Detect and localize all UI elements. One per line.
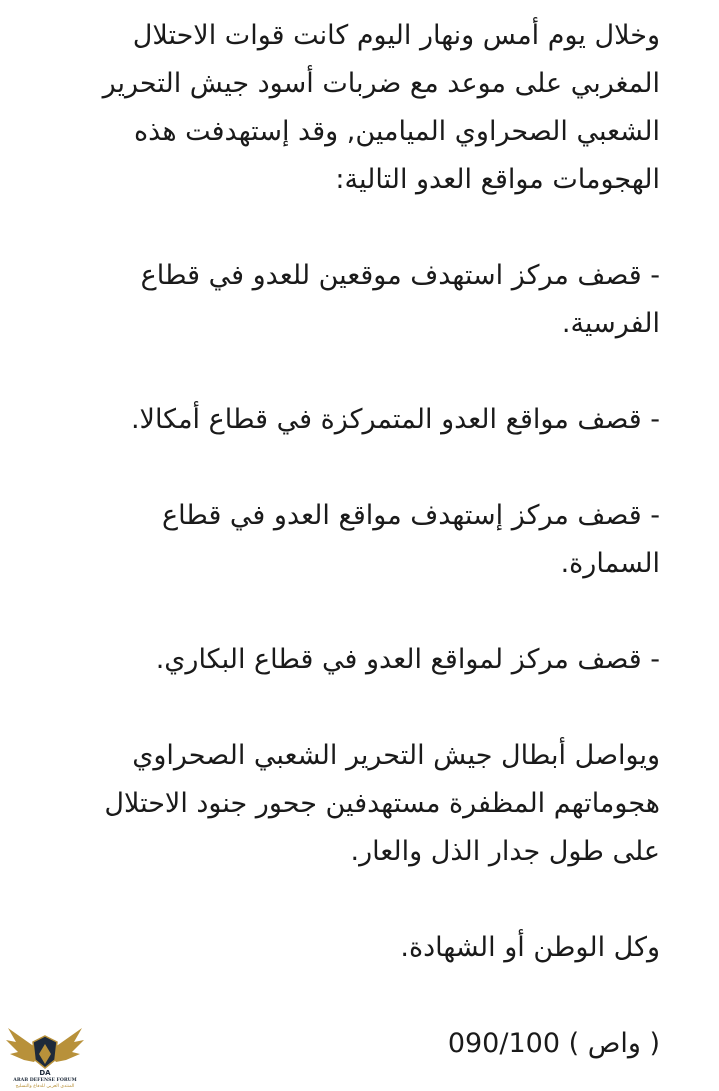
article-body bbox=[58, 12, 660, 1068]
svg-text:المنتدى العربي للدفاع والتسليح: المنتدى العربي للدفاع والتسليح bbox=[15, 1084, 75, 1088]
list-item-bakari: - قصف مركز لمواقع العدو في قطاع البكاري. bbox=[155, 644, 660, 675]
closing-paragraph: ويواصل أبطال جيش التحرير الشعبي الصحراوي هجوماتهم المظفرة مستهدفين جحور جنود الاحتلال على طول جدار الذل والعار. bbox=[104, 740, 660, 867]
source-line: ( واص ) 090/100 bbox=[447, 1028, 660, 1059]
svg-text:ARAB DEFENSE FORUM: ARAB DEFENSE FORUM bbox=[13, 1078, 77, 1083]
list-item-amgala: - قصف مواقع العدو المتمركزة في قطاع أمكالا. bbox=[130, 404, 660, 435]
list-item-farsia: - قصف مركز استهدف موقعين للعدو في قطاع الفرسية. bbox=[140, 260, 660, 339]
slogan-line: وكل الوطن أو الشهادة. bbox=[400, 932, 660, 963]
wings-emblem-icon bbox=[2, 1022, 88, 1088]
list-item-smara: - قصف مركز إستهدف مواقع العدو في قطاع السمارة. bbox=[161, 500, 660, 579]
intro-paragraph: وخلال يوم أمس ونهار اليوم كانت قوات الاحتلال المغربي على موعد مع ضربات أسود جيش التحرير الشعبي الصحراوي الميامين, وقد إستهدفت هذه الهجومات مواقع العدو التالية: bbox=[102, 20, 660, 195]
forum-watermark-logo bbox=[2, 1022, 88, 1088]
svg-text:DA: DA bbox=[39, 1069, 51, 1077]
